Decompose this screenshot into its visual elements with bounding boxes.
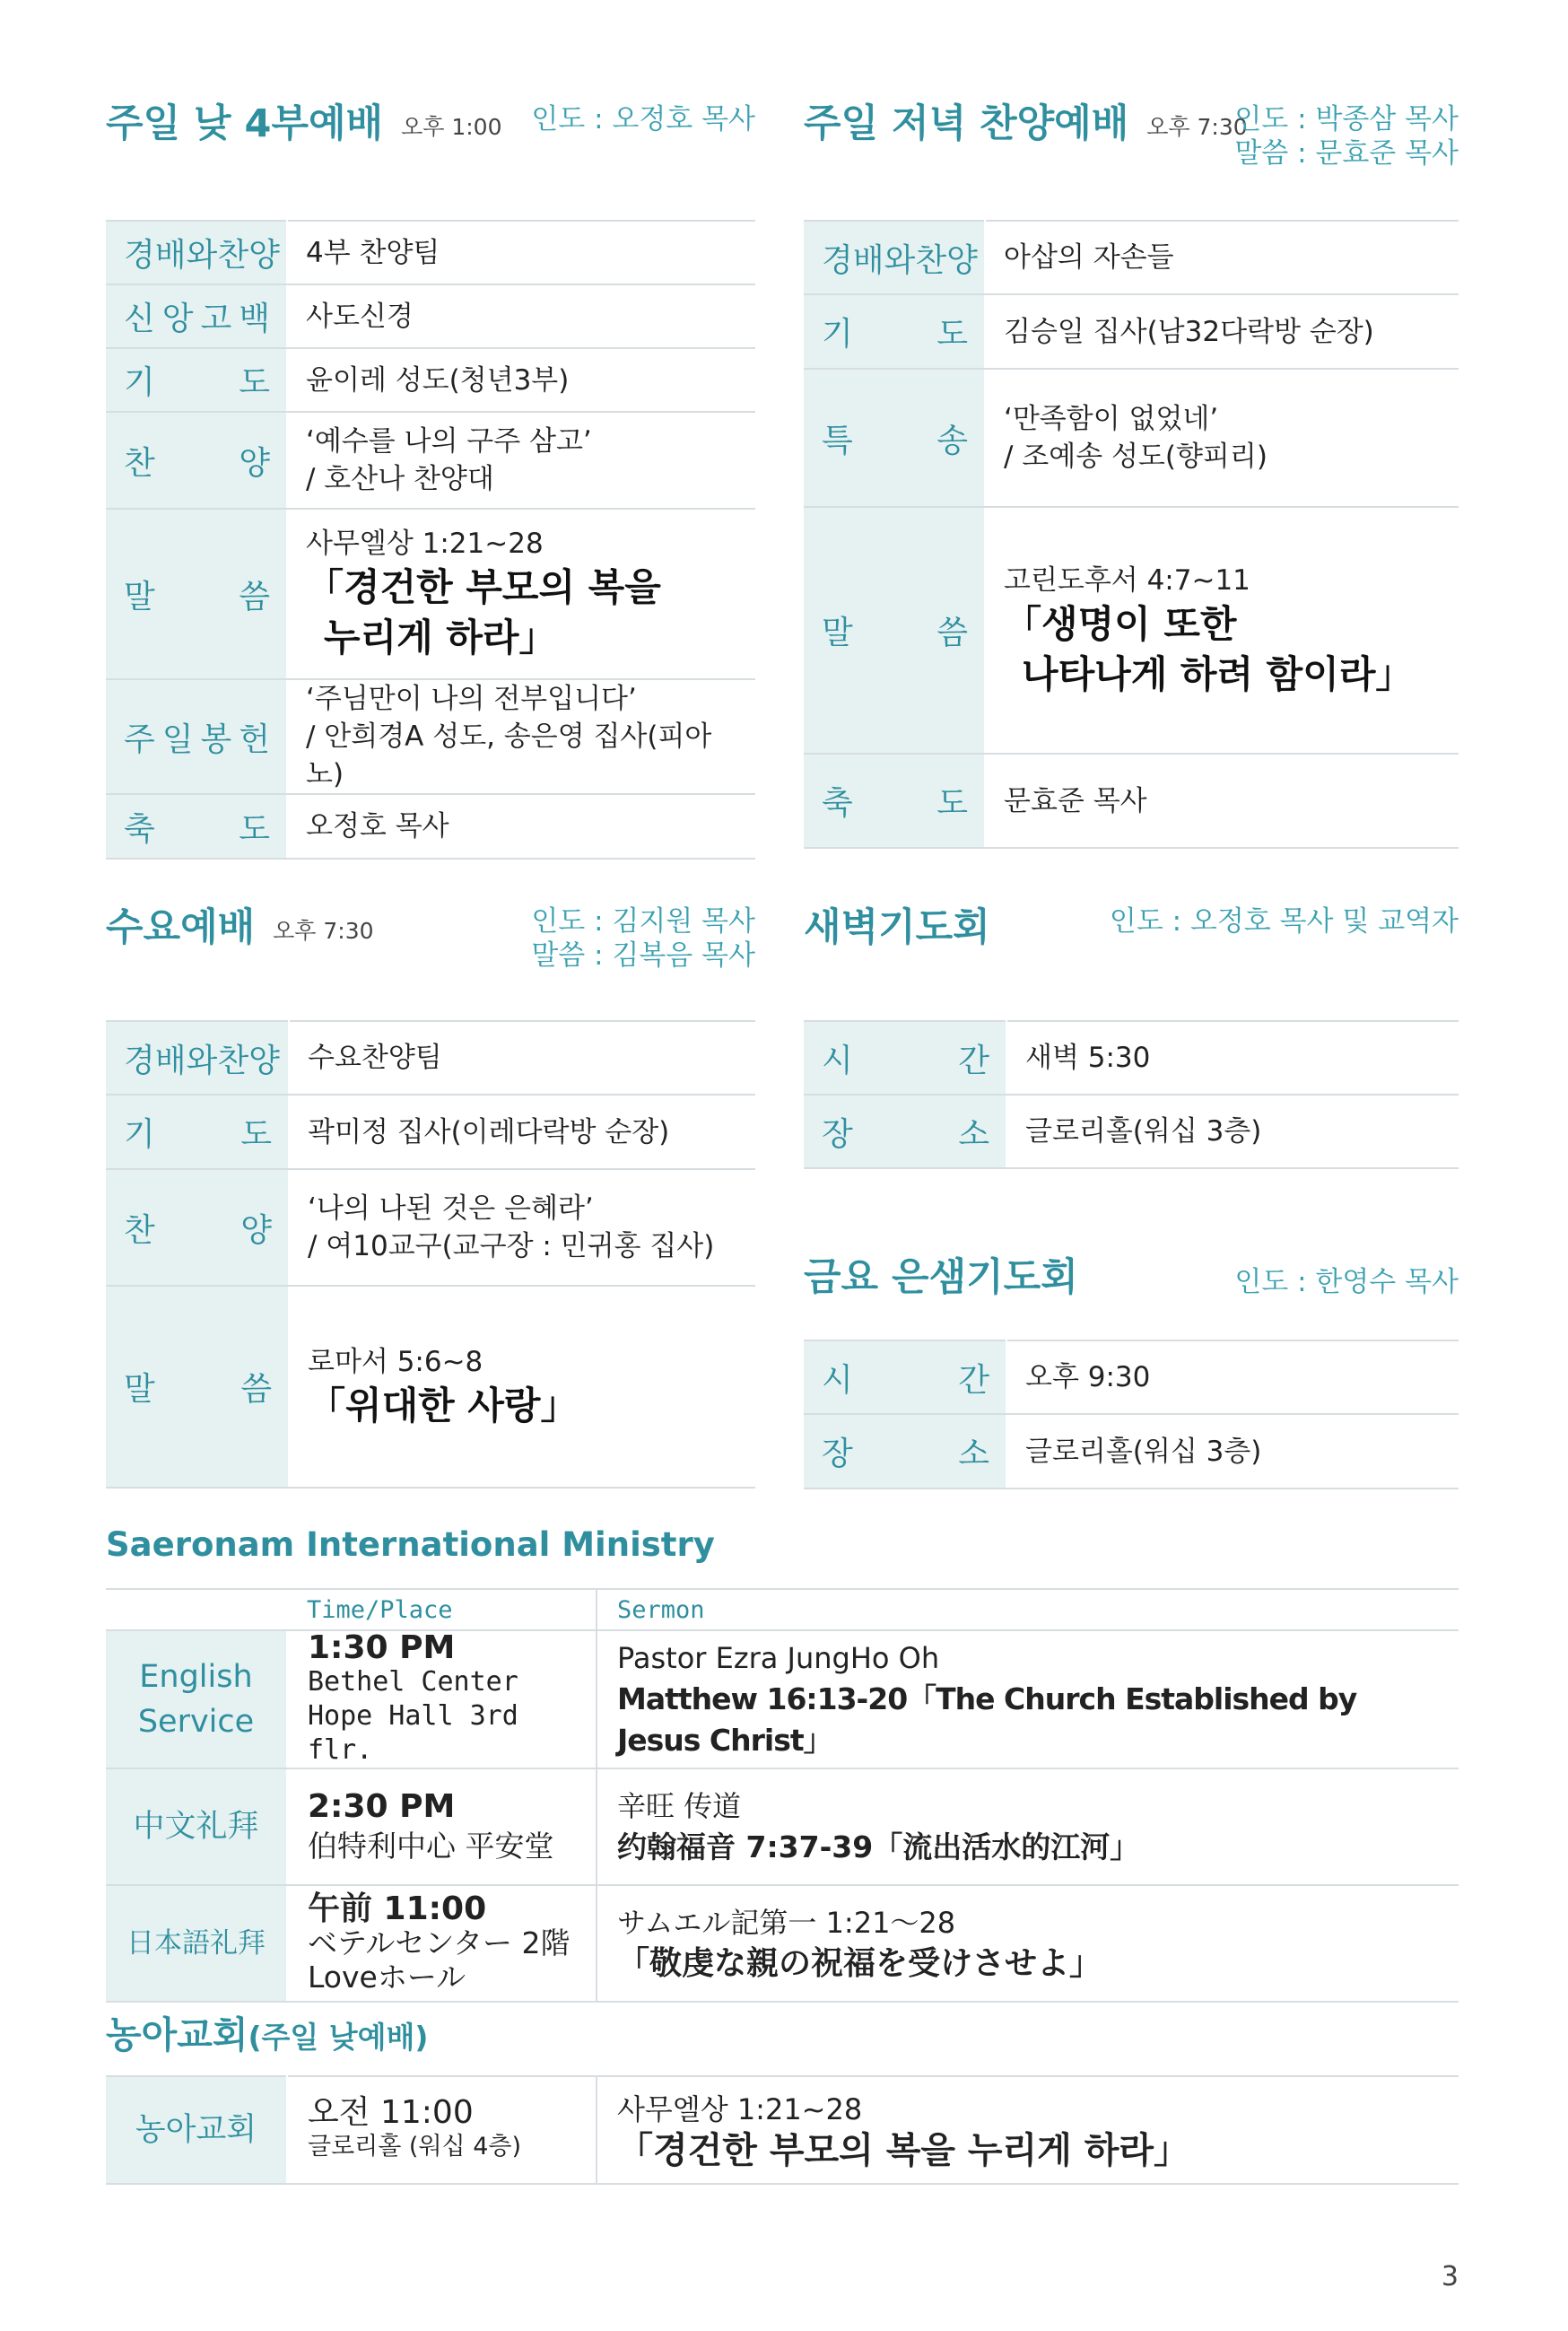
row-value: 글로리홀(워십 3층)	[1006, 1414, 1459, 1489]
page-number: 3	[1441, 2261, 1459, 2292]
row-value: 글로리홀(워십 3층)	[1006, 1095, 1459, 1168]
chinese-service-label: 中文礼拜	[106, 1768, 287, 1885]
row-label: 말 씀	[106, 1286, 289, 1488]
header-blank	[106, 1589, 287, 1630]
row-label: 기 도	[106, 348, 287, 412]
row-label: 말 씀	[106, 509, 287, 679]
wednesday-leader: 인도 : 김지원 목사 말씀 : 김복음 목사	[531, 905, 755, 972]
deaf-sermon: 사무엘상 1:21~28 「경건한 부모의 복을 누리게 하라」	[597, 2076, 1459, 2184]
friday-table	[804, 1340, 1459, 1489]
sunday4-title: 주일 낮 4부예배 $^{오후 1:00}$	[106, 101, 502, 146]
wednesday-title: 수요예배 $^{오후 7:30}$	[106, 905, 374, 950]
sermon-title: 「경건한 부모의 복을	[306, 565, 661, 609]
row-label: 장 소	[804, 1095, 1006, 1168]
evening-time: 오후 7:30	[1146, 114, 1248, 140]
row-label: 신 앙 고 백	[106, 284, 287, 348]
row-label: 경배와찬양	[106, 221, 287, 284]
deaf-table	[106, 2075, 1459, 2185]
friday-title: 금요 은샘기도회	[804, 1255, 1078, 1300]
row-value: 윤이레 성도(청년3부)	[287, 348, 755, 412]
row-value: ‘주님만이 나의 전부입니다’ / 안희경A 성도, 송은영 집사(피아노)	[287, 679, 755, 794]
row-label: 시 간	[804, 1021, 1006, 1095]
deaf-timeplace: 오전 11:00 글로리홀 (워십 4층)	[287, 2076, 597, 2184]
friday-leader: 인도 : 한영수 목사	[1234, 1266, 1459, 1298]
row-label: 경배와찬양	[804, 221, 985, 294]
row-label: 축 도	[804, 754, 985, 848]
row-value: ‘예수를 나의 구주 삼고’ / 호산나 찬양대	[287, 412, 755, 509]
japanese-timeplace: 午前 11:00 ベテルセンター 2階 Loveホール	[287, 1885, 597, 2002]
sunday4-table	[106, 220, 755, 860]
sermon-cell: 로마서 5:6~8 「위대한 사랑」	[289, 1286, 755, 1488]
evening-title: 주일 저녁 찬양예배 $^{오후 7:30}$	[804, 101, 1248, 146]
row-label: 시 간	[804, 1340, 1006, 1414]
wednesday-table	[106, 1020, 755, 1489]
row-value: 오정호 목사	[287, 794, 755, 859]
deaf-label: 농아교회	[106, 2076, 287, 2184]
sunday4-time: 오후 1:00	[401, 114, 502, 140]
row-label: 기 도	[106, 1095, 289, 1169]
row-value: 사도신경	[287, 284, 755, 348]
row-label: 주 일 봉 헌	[106, 679, 287, 794]
row-label: 특 송	[804, 369, 985, 507]
deaf-title: 농아교회(주일 낮예배)	[106, 2013, 429, 2056]
sermon-cell: 사무엘상 1:21~28 「경건한 부모의 복을 누리게 하라」	[287, 509, 755, 679]
japanese-service-label: 日本語礼拜	[106, 1885, 287, 2002]
row-value: 새벽 5:30	[1006, 1021, 1459, 1095]
chinese-sermon: 辛旺 传道 约翰福音 7:37-39「流出活水的江河」	[597, 1768, 1459, 1885]
dawn-table	[804, 1020, 1459, 1169]
japanese-sermon: サムエル記第一 1:21～28 「敬虔な親の祝福を受けさせよ」	[597, 1885, 1459, 2002]
english-timeplace: 1:30 PM Bethel Center Hope Hall 3rd flr.	[287, 1630, 597, 1768]
sermon-cell: 고린도후서 4:7~11 「생명이 또한 나타나게 하려 함이라」	[985, 507, 1459, 754]
row-value: 수요찬양팀	[289, 1021, 755, 1095]
header-sermon: Sermon	[597, 1589, 1459, 1630]
international-title: Saeronam International Ministry	[106, 1525, 715, 1564]
row-value: 4부 찬양팀	[287, 221, 755, 284]
chinese-timeplace: 2:30 PM 伯特利中心 平安堂	[287, 1768, 597, 1885]
row-label: 찬 양	[106, 412, 287, 509]
row-label: 말 씀	[804, 507, 985, 754]
evening-table	[804, 220, 1459, 849]
row-label: 장 소	[804, 1414, 1006, 1489]
header-timeplace: Time/Place	[287, 1589, 597, 1630]
dawn-title: 새벽기도회	[804, 905, 990, 950]
international-table	[106, 1588, 1459, 2003]
row-value: 오후 9:30	[1006, 1340, 1459, 1414]
row-value: 문효준 목사	[985, 754, 1459, 848]
wednesday-time: 오후 7:30	[273, 918, 374, 944]
row-value: ‘만족함이 없었네’ / 조예송 성도(향피리)	[985, 369, 1459, 507]
evening-leader: 인도 : 박종삼 목사 말씀 : 문효준 목사	[1234, 103, 1459, 170]
row-value: ‘나의 나된 것은 은혜라’ / 여10교구(교구장 : 민귀홍 집사)	[289, 1169, 755, 1286]
row-value: 곽미정 집사(이레다락방 순장)	[289, 1095, 755, 1169]
english-sermon: Pastor Ezra JungHo Oh Matthew 16:13-20「The Church Established by Jesus Christ」	[597, 1630, 1459, 1768]
dawn-leader: 인도 : 오정호 목사 및 교역자	[1109, 905, 1459, 938]
english-service-label: English Service	[106, 1630, 287, 1768]
sermon-title: 「위대한 사랑」	[308, 1383, 579, 1427]
row-label: 기 도	[804, 294, 985, 369]
row-value: 아삽의 자손들	[985, 221, 1459, 294]
sermon-title: 「생명이 또한	[1004, 601, 1237, 646]
row-label: 경배와찬양	[106, 1021, 289, 1095]
row-value: 김승일 집사(남32다락방 순장)	[985, 294, 1459, 369]
row-label: 찬 양	[106, 1169, 289, 1286]
row-label: 축 도	[106, 794, 287, 859]
sunday4-leader: 인도 : 오정호 목사	[531, 103, 755, 135]
